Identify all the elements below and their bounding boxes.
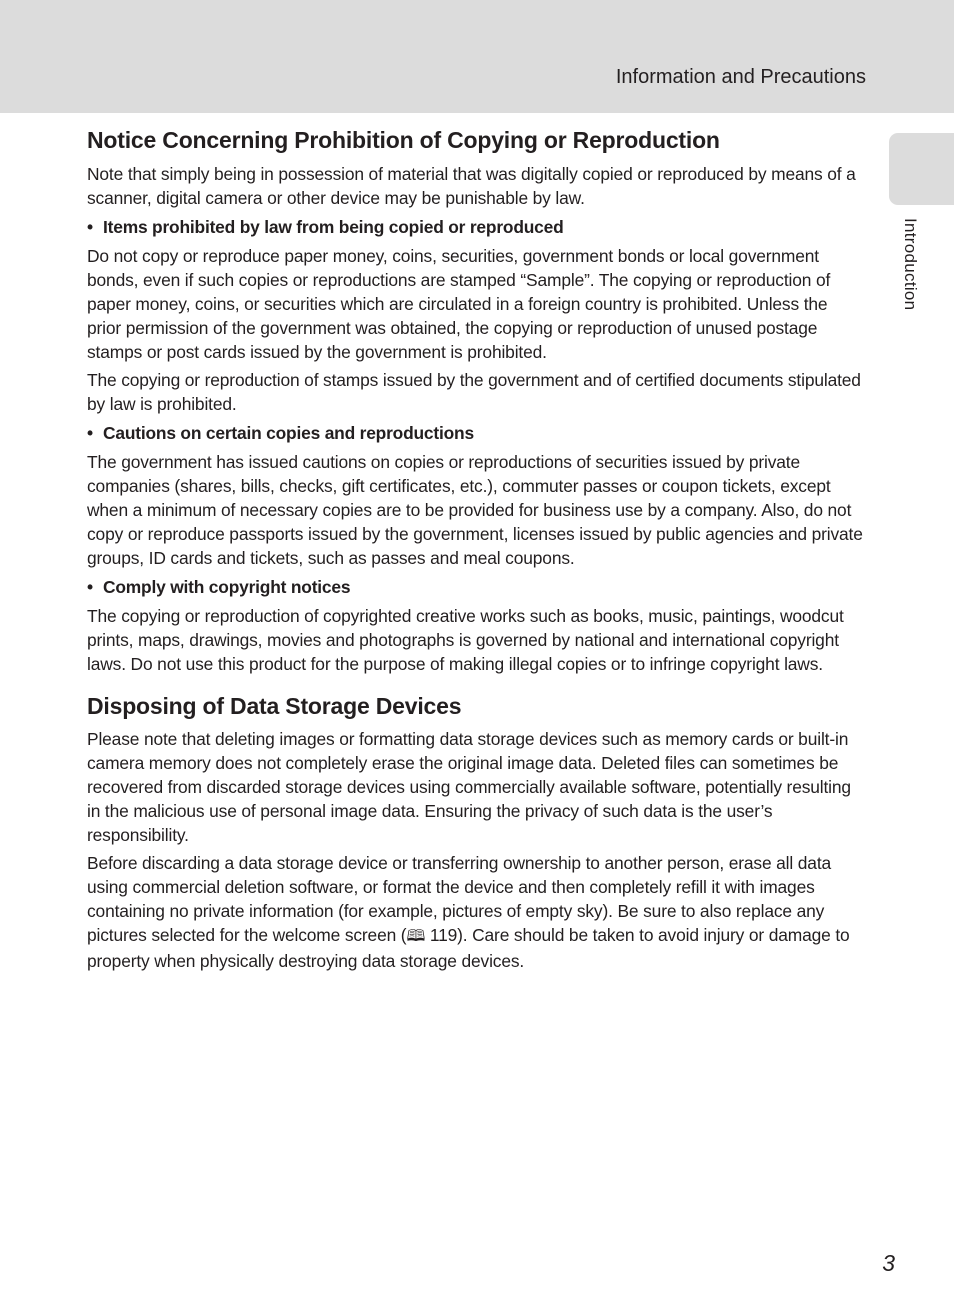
bullet-dot-icon: • [87,217,93,237]
bullet-dot-icon: • [87,577,93,597]
bullet-items-prohibited [87,215,865,239]
bullet-title: Cautions on certain copies and reproductions [103,423,474,443]
header-band [0,0,954,113]
paragraph: Do not copy or reproduce paper money, coins, securities, government bonds or local government bonds, even if such copies or reproductions are stamped “Sample”. The copying or reproduction of paper money, coins, or securities which are circulated in a foreign country is prohibited. Unless the prior permission of the government was obtained, the copying or reproduction of unused postage stamps or post cards issued by the government is prohibited. [87,246,831,362]
bullet-title: Comply with copyright notices [103,577,351,597]
reference-page-link[interactable]: 119 [429,925,458,945]
paragraph: The copying or reproduction of copyrighted creative works such as books, music, paintings, woodcut prints, maps, drawings, movies and photographs is governed by national and international copyright laws. Do not use this product for the purpose of making illegal copies or to infringe copyright laws. [87,606,844,674]
page-content [87,125,865,977]
book-reference-icon: 🕮 [406,928,426,945]
disposing-heading: Disposing of Data Storage Devices [87,693,462,719]
bullet-title: Items prohibited by law from being copied or reproduced [103,217,564,237]
paragraph: The government has issued cautions on copies or reproductions of securities issued by private companies (shares, bills, checks, gift certificates, etc.), commuter passes or coupon tickets, except when a minimum of necessary copies are to be provided for business use by a company. Also, do not copy or reproduce passports issued by the government, licenses issued by public agencies and private groups, ID cards and tickets, such as passes and meal coupons. [87,452,863,568]
bullet-copyright [87,575,865,599]
text-span: ). Care should be taken to avoid injury or damage to property when physically destroying data storage devices. [87,925,850,971]
paragraph-with-reference [87,851,865,973]
side-tab [889,133,954,205]
section-title: Information and Precautions [615,66,866,88]
bullet-dot-icon: • [87,423,93,443]
text-span: Before discarding a data storage device or transferring ownership to another person, erase all data using commercial deletion software, or format the device and then completely refill it with images containing no private information (for example, pictures of empty sky). Be sure to also replace any pictures selected for the welcome screen ( [87,853,832,945]
notice-intro: Note that simply being in possession of material that was digitally copied or reproduced by means of a scanner, digital camera or other device may be punishable by law. [87,164,856,208]
page-number: 3 [882,1250,895,1276]
notice-heading: Notice Concerning Prohibition of Copying or Reproduction [87,127,720,153]
paragraph: The copying or reproduction of stamps issued by the government and of certified documents stipulated by law is prohibited. [87,370,861,414]
bullet-cautions [87,421,865,445]
paragraph: Please note that deleting images or formatting data storage devices such as memory cards or built-in camera memory does not completely erase the original image data. Deleted files can sometimes be recovered from discarded storage devices using commercially available software, potentially resulting in the malicious use of personal image data. Ensuring the privacy of such data is the user’s responsibility. [87,729,851,845]
side-tab-label: Introduction [901,218,920,311]
